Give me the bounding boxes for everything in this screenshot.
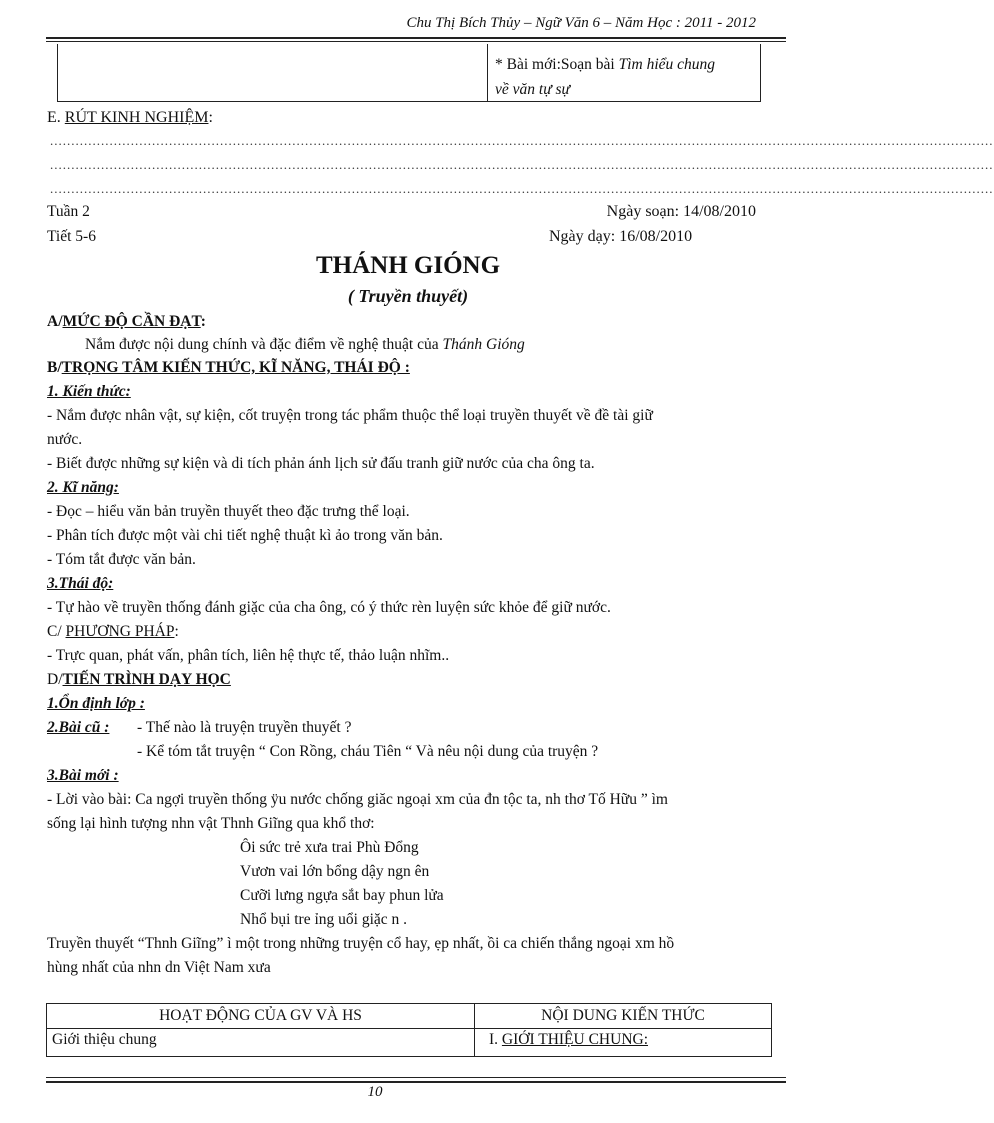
knowledge-heading: 1. Kiến thức:: [47, 383, 131, 400]
skills-item: - Đọc – hiểu văn bản truyền thuyết theo đặc trưng thể loại.: [47, 503, 410, 520]
section-e-prefix: E.: [47, 109, 65, 126]
dotted-line: ..............................................................................................................................................................................................................................: [50, 157, 994, 172]
footer-rule: [46, 1081, 786, 1083]
table-cell-content-prefix: I.: [489, 1031, 502, 1048]
table-header-activity: HOẠT ĐỘNG CỦA GV VÀ HS: [159, 1007, 362, 1024]
section-b-label: B/: [47, 359, 62, 376]
section-a-text-italic: Thánh Gióng: [442, 336, 525, 353]
new-lesson-title-2: về văn tự sự: [495, 81, 571, 98]
section-a-title: MỨC ĐỘ CẦN ĐẠT: [62, 313, 201, 330]
poem-line: Ôi sức trẻ xưa trai Phù Đổng: [240, 839, 419, 856]
section-a-heading: [47, 313, 206, 331]
knowledge-item-cont: nước.: [47, 431, 83, 448]
section-d-heading: [47, 671, 231, 689]
old-lesson-question: - Thế nào là truyện truyền thuyết ?: [137, 719, 352, 736]
skills-heading: 2. Kĩ năng:: [47, 479, 119, 496]
table-cell-activity: Giới thiệu chung: [52, 1031, 157, 1048]
closing-text-cont: hùng nhất của nhn dn Việt Nam xưa: [47, 959, 271, 976]
section-a-text-prefix: Nắm được nội dung chính và đặc điểm về nghệ thuật của: [85, 336, 443, 353]
page-subtitle: ( Truyền thuyết): [347, 286, 469, 306]
table-row-divider: [47, 1028, 771, 1029]
table-cell-content: [489, 1031, 648, 1049]
week-label: Tuần 2: [47, 203, 90, 220]
teach-date: Ngày dạy: 16/08/2010: [549, 228, 693, 245]
poem-line: Cưỡi lưng ngựa sắt bay phun lửa: [240, 887, 444, 904]
section-b-title: TRỌNG TÂM KIẾN THỨC, KĨ NĂNG, THÁI ĐỘ :: [61, 359, 410, 376]
closing-text: Truyền thuyết “Thnh Giĩng” ì một trong những truyện cổ hay, ẹp nhất, ồi ca chiến thắng ngoại xm hồ: [47, 935, 675, 952]
knowledge-item: - Biết được những sự kiện và di tích phản ánh lịch sử đấu tranh giữ nước của cha ông ta.: [47, 455, 595, 472]
page-title: THÁNH GIÓNG: [315, 252, 501, 279]
new-lesson-cell: [495, 52, 757, 102]
dotted-line: ..............................................................................................................................................................................................................................: [50, 133, 994, 148]
header-rule: [46, 37, 786, 39]
poem-line: Nhổ bụi tre ỉng uổi giặc n .: [240, 911, 408, 928]
section-e-colon: :: [208, 109, 213, 126]
section-c-heading: [47, 623, 179, 641]
section-d-label: D/: [47, 671, 63, 688]
section-d-title: TIẾN TRÌNH DẠY HỌC: [62, 671, 231, 688]
lesson-label: Tiết 5-6: [47, 228, 96, 245]
dotted-line: ..............................................................................................................................................................................................................................: [50, 181, 994, 196]
skills-item: - Tóm tắt được văn bản.: [47, 551, 196, 568]
top-table: [57, 44, 761, 102]
section-a-label: A/: [47, 313, 63, 330]
section-c-colon: :: [174, 623, 179, 640]
page-header: Chu Thị Bích Thủy – Ngữ Văn 6 – Năm Học : 2011 - 2012: [406, 15, 756, 31]
new-lesson-prefix: * Bài mới:Soạn bài: [495, 56, 619, 73]
section-e-label: RÚT KINH NGHIỆM: [64, 109, 209, 126]
section-c-title: PHƯƠNG PHÁP: [65, 623, 175, 640]
table-cell-content-title: GIỚI THIỆU CHUNG:: [501, 1031, 649, 1048]
intro-text-cont: sống lại hình tượng nhn vật Thnh Giĩng qua khổ thơ:: [47, 815, 375, 832]
section-a-colon: :: [200, 313, 206, 330]
footer-rule-thin: [46, 1077, 786, 1078]
new-lesson-title: Tìm hiểu chung: [618, 56, 716, 73]
attitude-item: - Tự hào về truyền thống đánh giặc của cha ông, có ý thức rèn luyện sức khỏe để giữ nước.: [47, 599, 611, 616]
section-b-heading: [47, 359, 410, 377]
page-number: 10: [367, 1084, 383, 1100]
step3-heading: 3.Bài mới :: [47, 767, 119, 784]
poem-line: Vươn vai lớn bổng dậy ngn ên: [240, 863, 430, 880]
section-e-heading: [47, 109, 213, 127]
old-lesson-question: - Kể tóm tắt truyện “ Con Rồng, cháu Tiên “ Và nêu nội dung của truyện ?: [137, 743, 599, 760]
attitude-heading: 3.Thái độ:: [47, 575, 114, 592]
section-a-text: [85, 336, 525, 354]
knowledge-item: - Nắm được nhân vật, sự kiện, cốt truyện trong tác phẩm thuộc thể loại truyền thuyết về đề tài giữ: [47, 407, 653, 424]
header-rule-thin: [46, 41, 786, 42]
lesson-table: [46, 1003, 772, 1057]
section-c-label: C/: [47, 623, 66, 640]
table-header-content: NỘI DUNG KIẾN THỨC: [541, 1007, 705, 1024]
step2-heading: 2.Bài cũ :: [47, 719, 110, 736]
step1-heading: 1.Ổn định lớp :: [47, 695, 145, 712]
intro-text: - Lời vào bài: Ca ngợi truyền thống ÿu nước chống giăc ngoại xm của đn tộc ta, nh thơ Tố Hữu ” ìm: [47, 791, 668, 808]
prep-date: Ngày soạn: 14/08/2010: [606, 203, 756, 220]
method-item: - Trực quan, phát vấn, phân tích, liên hệ thực tế, thảo luận nhĩm..: [47, 647, 450, 664]
table-divider: [487, 44, 488, 101]
skills-item: - Phân tích được một vài chi tiết nghệ thuật kì ảo trong văn bản.: [47, 527, 443, 544]
